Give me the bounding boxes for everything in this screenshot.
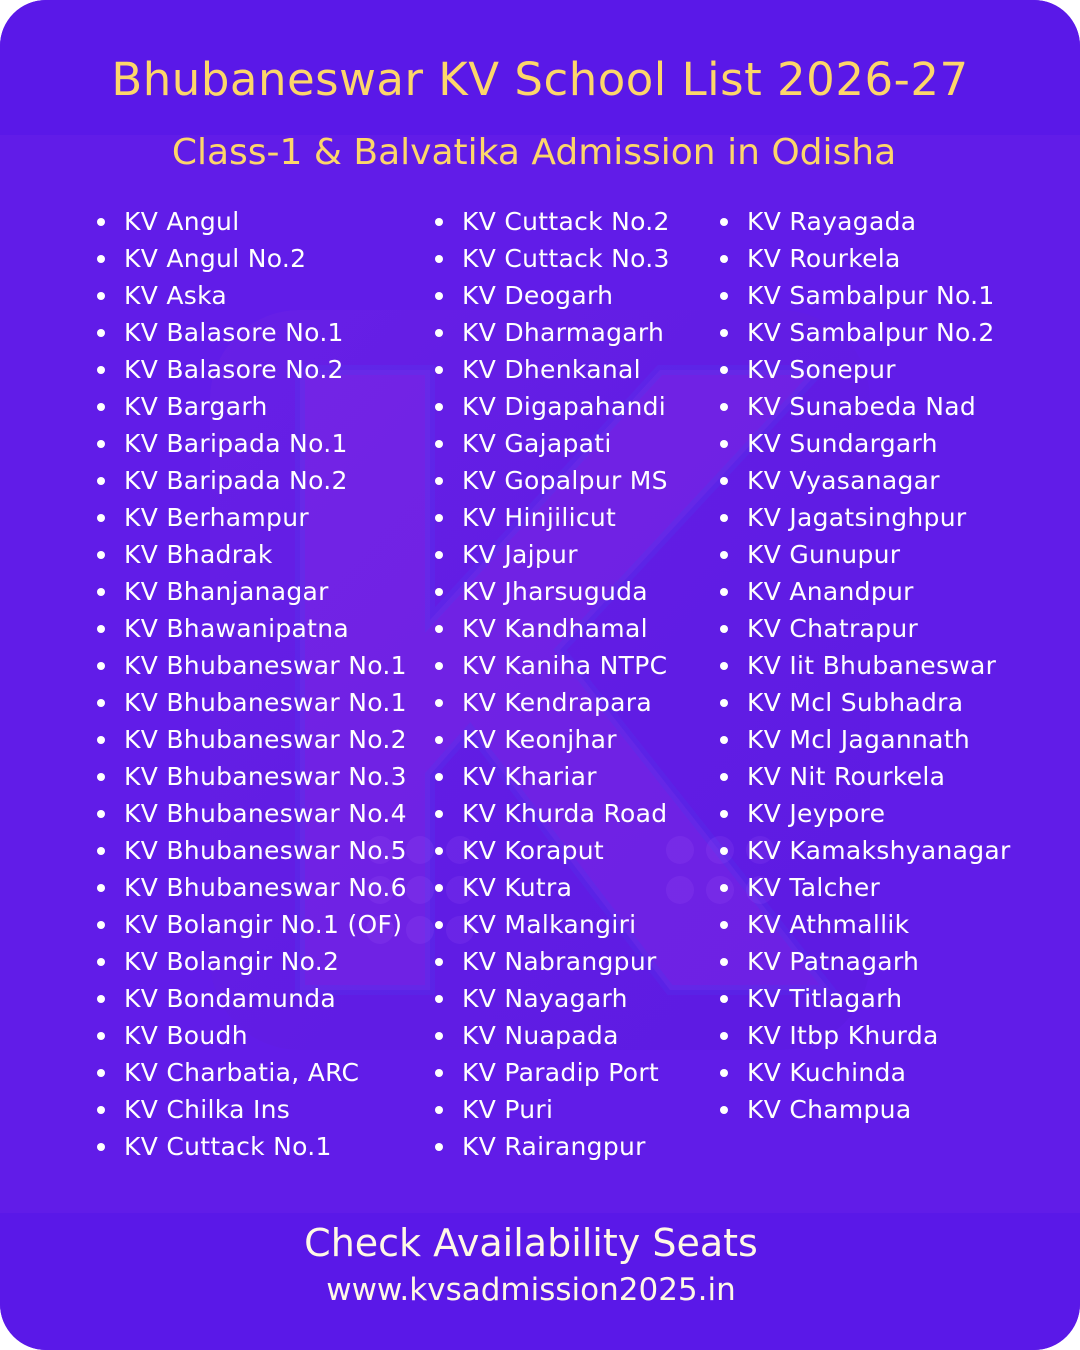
bullet-dot-icon <box>435 477 443 485</box>
school-name: KV Bondamunda <box>124 984 337 1013</box>
school-name: KV Gajapati <box>462 429 612 458</box>
bullet-dot-icon <box>435 440 443 448</box>
school-name: KV Digapahandi <box>462 392 667 421</box>
bullet-dot-icon <box>435 1069 443 1077</box>
school-name: KV Bhubaneswar No.1 <box>124 651 407 680</box>
school-name: KV Hinjilicut <box>462 503 617 532</box>
bullet-dot-icon <box>97 1143 105 1151</box>
bullet-dot-icon <box>435 773 443 781</box>
school-name: KV Sundargarh <box>747 429 938 458</box>
bullet-dot-icon <box>435 255 443 263</box>
bullet-dot-icon <box>435 329 443 337</box>
bullet-dot-icon <box>97 477 105 485</box>
school-name: KV Athmallik <box>747 910 910 939</box>
school-name: KV Nit Rourkela <box>747 762 946 791</box>
school-name: KV Deogarh <box>462 281 614 310</box>
bullet-dot-icon <box>720 699 728 707</box>
bullet-dot-icon <box>435 958 443 966</box>
page-title: Bhubaneswar KV School List 2026-27 <box>111 53 969 106</box>
bullet-dot-icon <box>435 884 443 892</box>
bullet-dot-icon <box>435 514 443 522</box>
school-name: KV Chatrapur <box>747 614 919 643</box>
bullet-dot-icon <box>97 1032 105 1040</box>
bullet-dot-icon <box>720 884 728 892</box>
bullet-dot-icon <box>720 218 728 226</box>
bullet-dot-icon <box>720 588 728 596</box>
bullet-dot-icon <box>720 736 728 744</box>
school-name: KV Keonjhar <box>462 725 617 754</box>
bullet-dot-icon <box>720 773 728 781</box>
school-name: KV Vyasanagar <box>747 466 940 495</box>
school-name: KV Mcl Subhadra <box>747 688 964 717</box>
bullet-dot-icon <box>435 218 443 226</box>
school-name: KV Gunupur <box>747 540 901 569</box>
school-name: KV Nabrangpur <box>462 947 657 976</box>
school-name: KV Bhanjanagar <box>124 577 329 606</box>
school-name: KV Patnagarh <box>747 947 920 976</box>
bullet-dot-icon <box>435 847 443 855</box>
bullet-dot-icon <box>720 1032 728 1040</box>
bullet-dot-icon <box>720 440 728 448</box>
school-name: KV Gopalpur MS <box>462 466 668 495</box>
school-name: KV Cuttack No.2 <box>462 207 670 236</box>
bullet-dot-icon <box>720 1069 728 1077</box>
school-name: KV Bhubaneswar No.4 <box>124 799 407 828</box>
bullet-dot-icon <box>435 625 443 633</box>
bullet-dot-icon <box>97 403 105 411</box>
school-name: KV Koraput <box>462 836 605 865</box>
school-name: KV Khurda Road <box>462 799 668 828</box>
page-subtitle: Class-1 & Balvatika Admission in Odisha <box>171 132 897 173</box>
school-name: KV Kendrapara <box>462 688 652 717</box>
school-name: KV Iit Bhubaneswar <box>747 651 997 680</box>
bullet-dot-icon <box>97 662 105 670</box>
school-name: KV Cuttack No.3 <box>462 244 670 273</box>
bullet-dot-icon <box>720 847 728 855</box>
school-name: KV Cuttack No.1 <box>124 1132 332 1161</box>
school-name: KV Puri <box>462 1095 554 1124</box>
bullet-dot-icon <box>97 1106 105 1114</box>
school-name: KV Bhubaneswar No.2 <box>124 725 407 754</box>
bullet-dot-icon <box>435 551 443 559</box>
school-name: KV Bhadrak <box>124 540 273 569</box>
school-name: KV Anandpur <box>747 577 914 606</box>
bullet-dot-icon <box>720 958 728 966</box>
bullet-dot-icon <box>435 921 443 929</box>
bullet-dot-icon <box>435 1106 443 1114</box>
school-name: KV Bolangir No.1 (OF) <box>124 910 403 939</box>
bullet-dot-icon <box>97 773 105 781</box>
school-name: KV Champua <box>747 1095 912 1124</box>
school-name: KV Nayagarh <box>462 984 628 1013</box>
school-name: KV Bolangir No.2 <box>124 947 340 976</box>
school-name: KV Angul <box>124 207 240 236</box>
school-name: KV Jagatsinghpur <box>747 503 967 532</box>
school-name: KV Sambalpur No.2 <box>747 318 995 347</box>
bullet-dot-icon <box>720 329 728 337</box>
school-name: KV Charbatia, ARC <box>124 1058 360 1087</box>
school-name: KV Dharmagarh <box>462 318 665 347</box>
bullet-dot-icon <box>97 255 105 263</box>
school-name: KV Mcl Jagannath <box>747 725 970 754</box>
bullet-dot-icon <box>97 810 105 818</box>
school-name: KV Bhawanipatna <box>124 614 349 643</box>
bullet-dot-icon <box>97 958 105 966</box>
bullet-dot-icon <box>720 662 728 670</box>
school-name: KV Bhubaneswar No.1 <box>124 688 407 717</box>
school-name: KV Bhubaneswar No.5 <box>124 836 407 865</box>
bullet-dot-icon <box>435 1143 443 1151</box>
bullet-dot-icon <box>720 1106 728 1114</box>
school-name: KV Sambalpur No.1 <box>747 281 995 310</box>
school-name: KV Jeypore <box>747 799 886 828</box>
bullet-dot-icon <box>720 366 728 374</box>
bullet-dot-icon <box>97 884 105 892</box>
school-name: KV Sonepur <box>747 355 896 384</box>
bullet-dot-icon <box>97 588 105 596</box>
bullet-dot-icon <box>435 366 443 374</box>
school-name: KV Kandhamal <box>462 614 648 643</box>
bullet-dot-icon <box>97 218 105 226</box>
bullet-dot-icon <box>435 995 443 1003</box>
bullet-dot-icon <box>97 514 105 522</box>
bullet-dot-icon <box>720 921 728 929</box>
school-name: KV Paradip Port <box>462 1058 660 1087</box>
school-name: KV Jharsuguda <box>462 577 648 606</box>
website-url: www.kvsadmission2025.in <box>326 1272 736 1308</box>
bullet-dot-icon <box>720 403 728 411</box>
school-name: KV Talcher <box>747 873 881 902</box>
school-name: KV Kaniha NTPC <box>462 651 668 680</box>
bullet-dot-icon <box>97 1069 105 1077</box>
school-name: KV Bargarh <box>124 392 268 421</box>
school-name: KV Sunabeda Nad <box>747 392 977 421</box>
school-name: KV Chilka Ins <box>124 1095 291 1124</box>
bullet-dot-icon <box>435 699 443 707</box>
school-name: KV Rairangpur <box>462 1132 646 1161</box>
bullet-dot-icon <box>720 514 728 522</box>
bullet-dot-icon <box>97 699 105 707</box>
school-name: KV Jajpur <box>462 540 578 569</box>
school-name: KV Bhubaneswar No.6 <box>124 873 407 902</box>
school-name: KV Kuchinda <box>747 1058 907 1087</box>
school-name: KV Baripada No.2 <box>124 466 348 495</box>
bullet-dot-icon <box>720 255 728 263</box>
school-name: KV Baripada No.1 <box>124 429 348 458</box>
school-name: KV Titlagarh <box>747 984 903 1013</box>
bullet-dot-icon <box>435 292 443 300</box>
school-name: KV Kutra <box>462 873 573 902</box>
school-name: KV Rayagada <box>747 207 917 236</box>
school-name: KV Nuapada <box>462 1021 619 1050</box>
school-name: KV Malkangiri <box>462 910 637 939</box>
bullet-dot-icon <box>97 440 105 448</box>
school-name: KV Khariar <box>462 762 597 791</box>
check-availability-heading: Check Availability Seats <box>304 1221 758 1265</box>
bullet-dot-icon <box>97 625 105 633</box>
bullet-dot-icon <box>435 1032 443 1040</box>
school-name: KV Kamakshyanagar <box>747 836 1011 865</box>
bullet-dot-icon <box>97 329 105 337</box>
bullet-dot-icon <box>720 625 728 633</box>
bullet-dot-icon <box>435 662 443 670</box>
bullet-dot-icon <box>435 810 443 818</box>
school-name: KV Berhampur <box>124 503 309 532</box>
bullet-dot-icon <box>720 551 728 559</box>
school-name: KV Bhubaneswar No.3 <box>124 762 407 791</box>
bullet-dot-icon <box>97 736 105 744</box>
school-name: KV Itbp Khurda <box>747 1021 939 1050</box>
bullet-dot-icon <box>97 921 105 929</box>
bullet-dot-icon <box>720 810 728 818</box>
bullet-dot-icon <box>97 995 105 1003</box>
bullet-dot-icon <box>720 292 728 300</box>
bullet-dot-icon <box>720 477 728 485</box>
school-name: KV Boudh <box>124 1021 248 1050</box>
bullet-dot-icon <box>97 551 105 559</box>
school-name: KV Balasore No.2 <box>124 355 344 384</box>
school-name: KV Dhenkanal <box>462 355 641 384</box>
school-name: KV Balasore No.1 <box>124 318 344 347</box>
school-name: KV Aska <box>124 281 228 310</box>
school-name: KV Rourkela <box>747 244 901 273</box>
bullet-dot-icon <box>720 995 728 1003</box>
bullet-dot-icon <box>97 847 105 855</box>
bullet-dot-icon <box>97 292 105 300</box>
bullet-dot-icon <box>435 403 443 411</box>
bullet-dot-icon <box>435 588 443 596</box>
school-name: KV Angul No.2 <box>124 244 307 273</box>
bullet-dot-icon <box>97 366 105 374</box>
bullet-dot-icon <box>435 736 443 744</box>
